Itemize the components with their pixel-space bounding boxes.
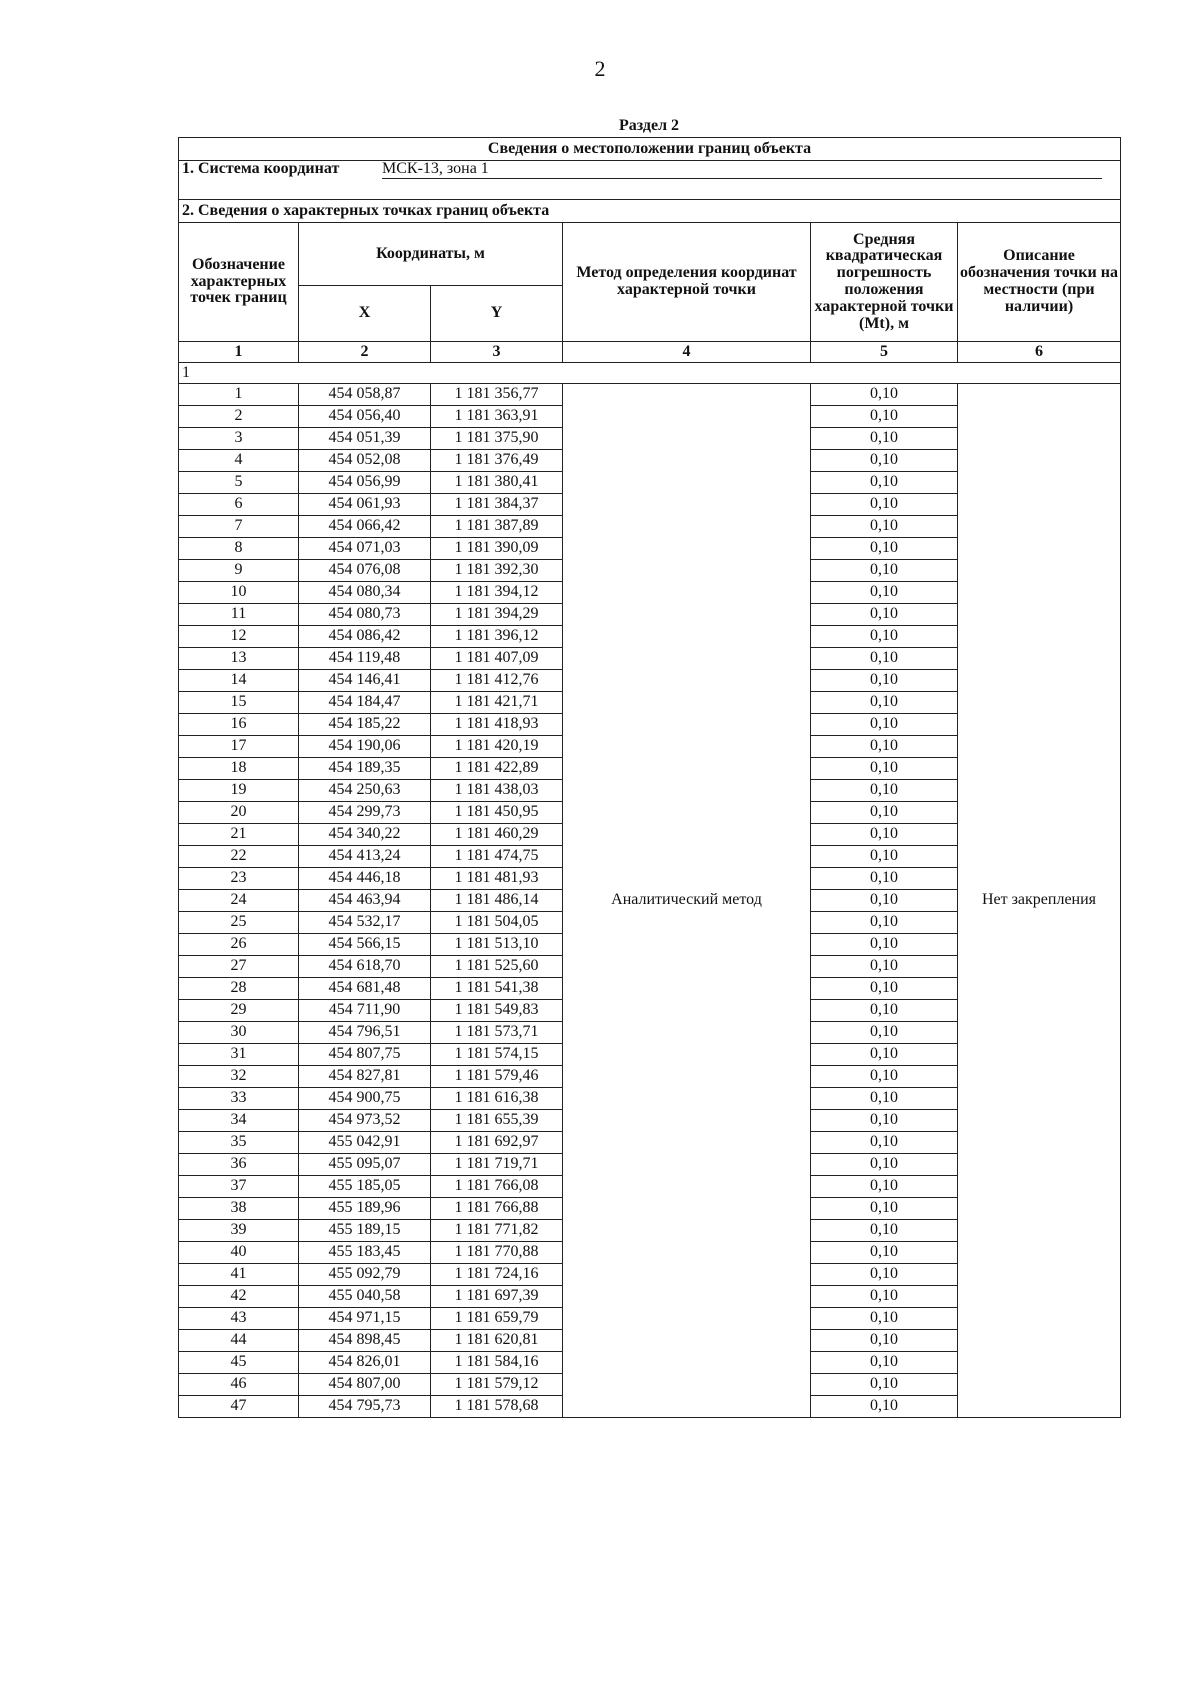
coord-y: 1 181 579,46 [431,1066,563,1088]
error-value: 0,10 [811,1044,958,1066]
error-value: 0,10 [811,824,958,846]
column-number: 3 [431,342,563,363]
coord-x: 454 618,70 [299,956,431,978]
coord-x: 454 086,42 [299,626,431,648]
coord-x: 455 189,15 [299,1220,431,1242]
coord-y: 1 181 460,29 [431,824,563,846]
point-number: 10 [179,582,299,604]
error-value: 0,10 [811,846,958,868]
error-value: 0,10 [811,1374,958,1396]
coord-y: 1 181 384,37 [431,494,563,516]
coord-y: 1 181 513,10 [431,934,563,956]
point-number: 4 [179,450,299,472]
header-y: Y [431,286,563,342]
column-number: 2 [299,342,431,363]
coord-x: 454 807,75 [299,1044,431,1066]
coord-x: 454 080,34 [299,582,431,604]
error-value: 0,10 [811,1352,958,1374]
point-number: 27 [179,956,299,978]
error-value: 0,10 [811,912,958,934]
coord-y: 1 181 579,12 [431,1374,563,1396]
point-number: 31 [179,1044,299,1066]
coord-x: 455 183,45 [299,1242,431,1264]
error-value: 0,10 [811,406,958,428]
error-value: 0,10 [811,560,958,582]
coord-x: 454 463,94 [299,890,431,912]
coord-x: 454 566,15 [299,934,431,956]
point-number: 14 [179,670,299,692]
point-number: 33 [179,1088,299,1110]
error-value: 0,10 [811,692,958,714]
description-cell: Нет закрепления [958,384,1121,1418]
error-value: 0,10 [811,428,958,450]
page-number: 2 [594,56,606,81]
coord-y: 1 181 770,88 [431,1242,563,1264]
coord-x: 454 796,51 [299,1022,431,1044]
coord-y: 1 181 771,82 [431,1220,563,1242]
coord-x: 454 711,90 [299,1000,431,1022]
point-number: 42 [179,1286,299,1308]
coord-y: 1 181 766,08 [431,1176,563,1198]
point-number: 25 [179,912,299,934]
boundary-points-table [178,137,1121,1418]
error-value: 0,10 [811,714,958,736]
error-value: 0,10 [811,1132,958,1154]
point-number: 29 [179,1000,299,1022]
coord-y: 1 181 486,14 [431,890,563,912]
error-value: 0,10 [811,1000,958,1022]
coord-x: 455 189,96 [299,1198,431,1220]
coord-y: 1 181 474,75 [431,846,563,868]
coord-x: 454 971,15 [299,1308,431,1330]
error-value: 0,10 [811,648,958,670]
coord-x: 454 807,00 [299,1374,431,1396]
point-number: 32 [179,1066,299,1088]
coord-x: 454 446,18 [299,868,431,890]
coord-y: 1 181 420,19 [431,736,563,758]
error-value: 0,10 [811,1286,958,1308]
coord-y: 1 181 412,76 [431,670,563,692]
error-value: 0,10 [811,1176,958,1198]
coord-x: 454 299,73 [299,802,431,824]
column-number: 4 [563,342,811,363]
coord-y: 1 181 504,05 [431,912,563,934]
error-value: 0,10 [811,472,958,494]
point-number: 23 [179,868,299,890]
coord-y: 1 181 584,16 [431,1352,563,1374]
coord-x: 454 056,40 [299,406,431,428]
coord-y: 1 181 525,60 [431,956,563,978]
point-number: 13 [179,648,299,670]
error-value: 0,10 [811,736,958,758]
point-number: 26 [179,934,299,956]
point-number: 44 [179,1330,299,1352]
point-number: 21 [179,824,299,846]
point-number: 45 [179,1352,299,1374]
coord-y: 1 181 620,81 [431,1330,563,1352]
error-value: 0,10 [811,758,958,780]
points-section-title: 2. Сведения о характерных точках границ объекта [179,200,1121,223]
point-number: 37 [179,1176,299,1198]
point-number: 43 [179,1308,299,1330]
point-number: 9 [179,560,299,582]
coord-y: 1 181 387,89 [431,516,563,538]
header-method: Метод определения координат характерной точки [563,223,811,342]
error-value: 0,10 [811,670,958,692]
point-number: 41 [179,1264,299,1286]
coord-x: 455 040,58 [299,1286,431,1308]
error-value: 0,10 [811,1154,958,1176]
coord-x: 454 681,48 [299,978,431,1000]
coord-x: 455 042,91 [299,1132,431,1154]
coord-y: 1 181 578,68 [431,1396,563,1418]
coord-y: 1 181 616,38 [431,1088,563,1110]
coord-y: 1 181 659,79 [431,1308,563,1330]
section-title: Раздел 2 [618,117,680,134]
coord-y: 1 181 363,91 [431,406,563,428]
coord-y: 1 181 422,89 [431,758,563,780]
coord-x: 454 250,63 [299,780,431,802]
error-value: 0,10 [811,934,958,956]
error-value: 0,10 [811,1110,958,1132]
column-number: 1 [179,342,299,363]
error-value: 0,10 [811,868,958,890]
coord-y: 1 181 697,39 [431,1286,563,1308]
coord-y: 1 181 438,03 [431,780,563,802]
coord-y: 1 181 380,41 [431,472,563,494]
error-value: 0,10 [811,956,958,978]
coord-x: 454 080,73 [299,604,431,626]
coord-x: 454 340,22 [299,824,431,846]
coord-x: 454 056,99 [299,472,431,494]
error-value: 0,10 [811,1066,958,1088]
error-value: 0,10 [811,1088,958,1110]
point-number: 28 [179,978,299,1000]
coord-x: 454 413,24 [299,846,431,868]
point-number: 17 [179,736,299,758]
coord-y: 1 181 394,12 [431,582,563,604]
error-value: 0,10 [811,780,958,802]
coord-y: 1 181 719,71 [431,1154,563,1176]
error-value: 0,10 [811,538,958,560]
coord-y: 1 181 392,30 [431,560,563,582]
coord-x: 454 061,93 [299,494,431,516]
error-value: 0,10 [811,1242,958,1264]
coord-y: 1 181 421,71 [431,692,563,714]
coord-y: 1 181 407,09 [431,648,563,670]
coord-system-row [179,161,1121,200]
point-number: 46 [179,1374,299,1396]
point-number: 1 [179,384,299,406]
coord-x: 454 071,03 [299,538,431,560]
error-value: 0,10 [811,1198,958,1220]
coord-y: 1 181 692,97 [431,1132,563,1154]
header-x: X [299,286,431,342]
point-number: 19 [179,780,299,802]
point-number: 35 [179,1132,299,1154]
point-number: 36 [179,1154,299,1176]
point-number: 3 [179,428,299,450]
coord-y: 1 181 390,09 [431,538,563,560]
header-error: Средняя квадратическая погрешность положения характерной точки (Mt), м [811,223,958,342]
point-number: 47 [179,1396,299,1418]
coord-y: 1 181 766,88 [431,1198,563,1220]
error-value: 0,10 [811,1264,958,1286]
coord-y: 1 181 574,15 [431,1044,563,1066]
error-value: 0,10 [811,1220,958,1242]
coord-x: 455 095,07 [299,1154,431,1176]
error-value: 0,10 [811,1330,958,1352]
coord-y: 1 181 573,71 [431,1022,563,1044]
point-number: 5 [179,472,299,494]
coord-x: 454 900,75 [299,1088,431,1110]
error-value: 0,10 [811,582,958,604]
point-number: 30 [179,1022,299,1044]
coord-x: 454 184,47 [299,692,431,714]
error-value: 0,10 [811,450,958,472]
point-number: 18 [179,758,299,780]
error-value: 0,10 [811,1022,958,1044]
coord-x: 454 066,42 [299,516,431,538]
error-value: 0,10 [811,626,958,648]
coord-x: 454 058,87 [299,384,431,406]
header-coordinates: Координаты, м [299,223,563,286]
coord-y: 1 181 655,39 [431,1110,563,1132]
point-number: 7 [179,516,299,538]
error-value: 0,10 [811,890,958,912]
point-number: 38 [179,1198,299,1220]
coord-y: 1 181 356,77 [431,384,563,406]
coord-system-value: МСК-13, зона 1 [382,161,1102,179]
coord-y: 1 181 541,38 [431,978,563,1000]
coord-x: 454 189,35 [299,758,431,780]
coord-x: 454 795,73 [299,1396,431,1418]
point-number: 20 [179,802,299,824]
coord-system-label: 1. Система координат [182,160,340,177]
error-value: 0,10 [811,1308,958,1330]
point-number: 24 [179,890,299,912]
coord-y: 1 181 724,16 [431,1264,563,1286]
error-value: 0,10 [811,494,958,516]
coord-x: 454 185,22 [299,714,431,736]
error-value: 0,10 [811,1396,958,1418]
table-row [179,384,1121,406]
error-value: 0,10 [811,978,958,1000]
point-number: 8 [179,538,299,560]
header-description: Описание обозначения точки на местности (при наличии) [958,223,1121,342]
point-number: 6 [179,494,299,516]
header-point-id: Обозначение характерных точек границ [179,223,299,342]
point-number: 39 [179,1220,299,1242]
coord-y: 1 181 375,90 [431,428,563,450]
point-number: 11 [179,604,299,626]
coord-y: 1 181 450,95 [431,802,563,824]
coord-x: 454 052,08 [299,450,431,472]
coord-x: 454 898,45 [299,1330,431,1352]
coord-y: 1 181 418,93 [431,714,563,736]
error-value: 0,10 [811,516,958,538]
coord-y: 1 181 481,93 [431,868,563,890]
coord-y: 1 181 396,12 [431,626,563,648]
error-value: 0,10 [811,604,958,626]
coord-x: 454 532,17 [299,912,431,934]
coord-x: 454 119,48 [299,648,431,670]
contour-group-label: 1 [179,363,1121,384]
point-number: 12 [179,626,299,648]
method-cell: Аналитический метод [563,384,811,1418]
coord-x: 454 826,01 [299,1352,431,1374]
column-number: 5 [811,342,958,363]
coord-y: 1 181 394,29 [431,604,563,626]
error-value: 0,10 [811,802,958,824]
coord-y: 1 181 376,49 [431,450,563,472]
coord-x: 455 185,05 [299,1176,431,1198]
point-number: 15 [179,692,299,714]
coord-x: 454 051,39 [299,428,431,450]
point-number: 2 [179,406,299,428]
coord-x: 454 973,52 [299,1110,431,1132]
point-number: 34 [179,1110,299,1132]
error-value: 0,10 [811,384,958,406]
point-number: 22 [179,846,299,868]
coord-x: 455 092,79 [299,1264,431,1286]
column-number: 6 [958,342,1121,363]
block-title: Сведения о местоположении границ объекта [179,138,1121,161]
coord-x: 454 827,81 [299,1066,431,1088]
coord-x: 454 146,41 [299,670,431,692]
point-number: 40 [179,1242,299,1264]
coord-x: 454 076,08 [299,560,431,582]
coord-x: 454 190,06 [299,736,431,758]
coord-y: 1 181 549,83 [431,1000,563,1022]
point-number: 16 [179,714,299,736]
